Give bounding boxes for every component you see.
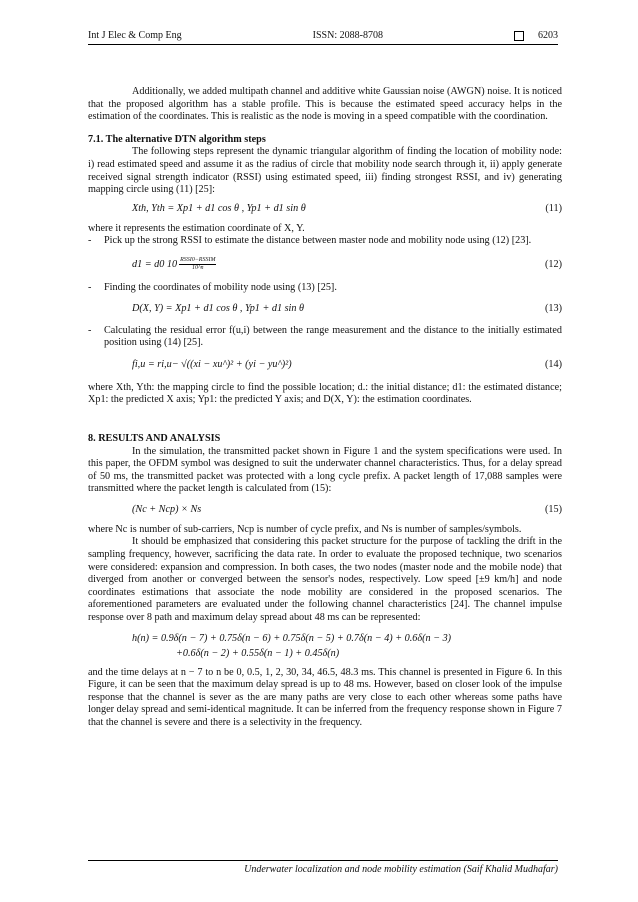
- header-right: [514, 30, 558, 41]
- issn: ISSN: 2088-8708: [312, 30, 383, 41]
- equation-impulse-response: [88, 631, 562, 661]
- equation-line: +0.6δ(n − 2) + 0.55δ(n − 1) + 0.45δ(n): [176, 647, 340, 659]
- fraction-denominator: 10^n: [192, 265, 204, 272]
- equation-number: (15): [545, 503, 562, 515]
- equation-number: (11): [545, 203, 562, 215]
- exponent-fraction: [179, 257, 216, 272]
- bullet-item: [88, 235, 562, 248]
- paragraph: The following steps represent the dynamic triangular algorithm of finding the location of mobility node: i) read estimated speed and assume it as the radius of circle that mobility node search through it, ii) apply generate received signal strength indicator (RSSI) using estimated speed, iii) finding strongest RSSI, and iv) generating mapping circle using (11) [25]:: [88, 146, 562, 196]
- page-footer: [88, 860, 558, 875]
- equation-text: (Nc + Ncp) × Ns: [132, 503, 202, 515]
- bullet-text: Calculating the residual error f(u,i) between the range measurement and the distance to the initially estimated position using (14) [25].: [104, 324, 562, 349]
- paragraph: and the time delays at n − 7 to n be 0, 0.5, 1, 2, 30, 34, 46.5, 48.3 ms. This channel is presented in Figure 6. In this Figure, it can be seen that the maximum delay spread is up to 48 ms. However, based on closer look of the impulse response that the channel is sever as the are many paths are very close to each other whereas some paths have longer delay spread and semi-identical magnitude. It can be inferred from the frequency response shown in Figure 7 that the channel is severe and there is a selectivity in the frequency.: [88, 666, 562, 728]
- paragraph: Additionally, we added multipath channel and additive white Gaussian noise (AWGN) noise. It is noticed that the proposed algorithm has a stable profile. This is because the estimated speed accuracy helps in the estimation of the coordinates. This is realistic as the node is moving in a speed compatible with the coordination.: [88, 86, 562, 123]
- bullet-dash-icon: -: [88, 281, 92, 293]
- equation-text: d1 = d0 10: [132, 258, 178, 270]
- section-heading: 8. RESULTS AND ANALYSIS: [88, 432, 221, 444]
- equation-line: h(n) = 0.9δ(n − 7) + 0.75δ(n − 6) + 0.75δ(n − 5) + 0.7δ(n − 4) + 0.6δ(n − 3): [132, 632, 452, 644]
- paragraph: It should be emphasized that considering this packet structure for the purpose of tackling the drift in the sampling frequency, however, sacrificing the data rate. In order to evaluate the proposed technique, two scenarios were considered: expansion and compression. In both cases, the two nodes (master node and the mobile node) that diverged from another or converged between the sensor's nodes, respectively. Low speed [±9 km/h] and node coordinates estimations that associate the node mobility are considered in the proposed scenarios. The aforementioned parameters are evaluated under the following channel characteristics [24]. The channel impulse response over 8 path and maximum delay spread about 48 ms can be represented:: [88, 536, 562, 624]
- bullet-dash-icon: -: [88, 235, 92, 247]
- paragraph: where Xth, Yth: the mapping circle to find the possible location; d.: the initial distance; d1: the estimated distance; Xp1: the predicted X axis; Yp1: the predicted Y axis; and D(X, Y): the estimation coordinates.: [88, 381, 562, 406]
- checkbox-icon: [514, 31, 524, 41]
- equation-11: [88, 197, 562, 223]
- equation-number: (13): [545, 303, 562, 315]
- equation-14: [88, 350, 562, 382]
- equation-15: [88, 496, 562, 524]
- page-header: [88, 30, 558, 45]
- journal-name: Int J Elec & Comp Eng: [88, 30, 182, 41]
- equation-text: fi,u = ri,u− √((xi − xu^)² + (yi − yu^)²): [132, 359, 292, 371]
- footer-text: Underwater localization and node mobility estimation (Saif Khalid Mudhafar): [244, 864, 558, 875]
- paragraph: where Nc is number of sub-carriers, Ncp is number of cycle prefix, and Ns is number of samples/symbols.: [88, 523, 522, 535]
- equation-number: (14): [545, 359, 562, 371]
- bullet-text: Finding the coordinates of mobility node using (13) [25].: [104, 281, 337, 293]
- section-heading: 7.1. The alternative DTN algorithm steps: [88, 133, 266, 145]
- bullet-item: [88, 282, 562, 295]
- equation-13: [88, 295, 562, 325]
- fraction-numerator: RSSI0−RSSIM: [180, 257, 216, 264]
- equation-text: D(X, Y) = Xp1 + d1 cos θ , Yp1 + d1 sin θ: [132, 303, 305, 315]
- page-number: 6203: [538, 30, 558, 41]
- equation-12: [88, 248, 562, 282]
- page-body: [88, 86, 562, 730]
- bullet-dash-icon: -: [88, 324, 92, 336]
- bullet-text: Pick up the strong RSSI to estimate the distance between master node and mobility node using (12) [23].: [104, 235, 532, 247]
- equation-number: (12): [545, 258, 562, 270]
- bullet-item: [88, 325, 562, 350]
- paragraph: where it represents the estimation coordinate of X, Y.: [88, 222, 305, 234]
- paragraph: In the simulation, the transmitted packet shown in Figure 1 and the system specifications were used. In this paper, the OFDM symbol was designed to suit the underwater channel characteristics. Thus, for a delay spread of 50 ms, the transmitted packet was protected with a long cycle prefix. A packet length of 17,088 samples were transmitted where the packet length is calculated from (15):: [88, 445, 562, 495]
- equation-text: Xth, Yth = Xp1 + d1 cos θ , Yp1 + d1 sin θ: [132, 203, 306, 215]
